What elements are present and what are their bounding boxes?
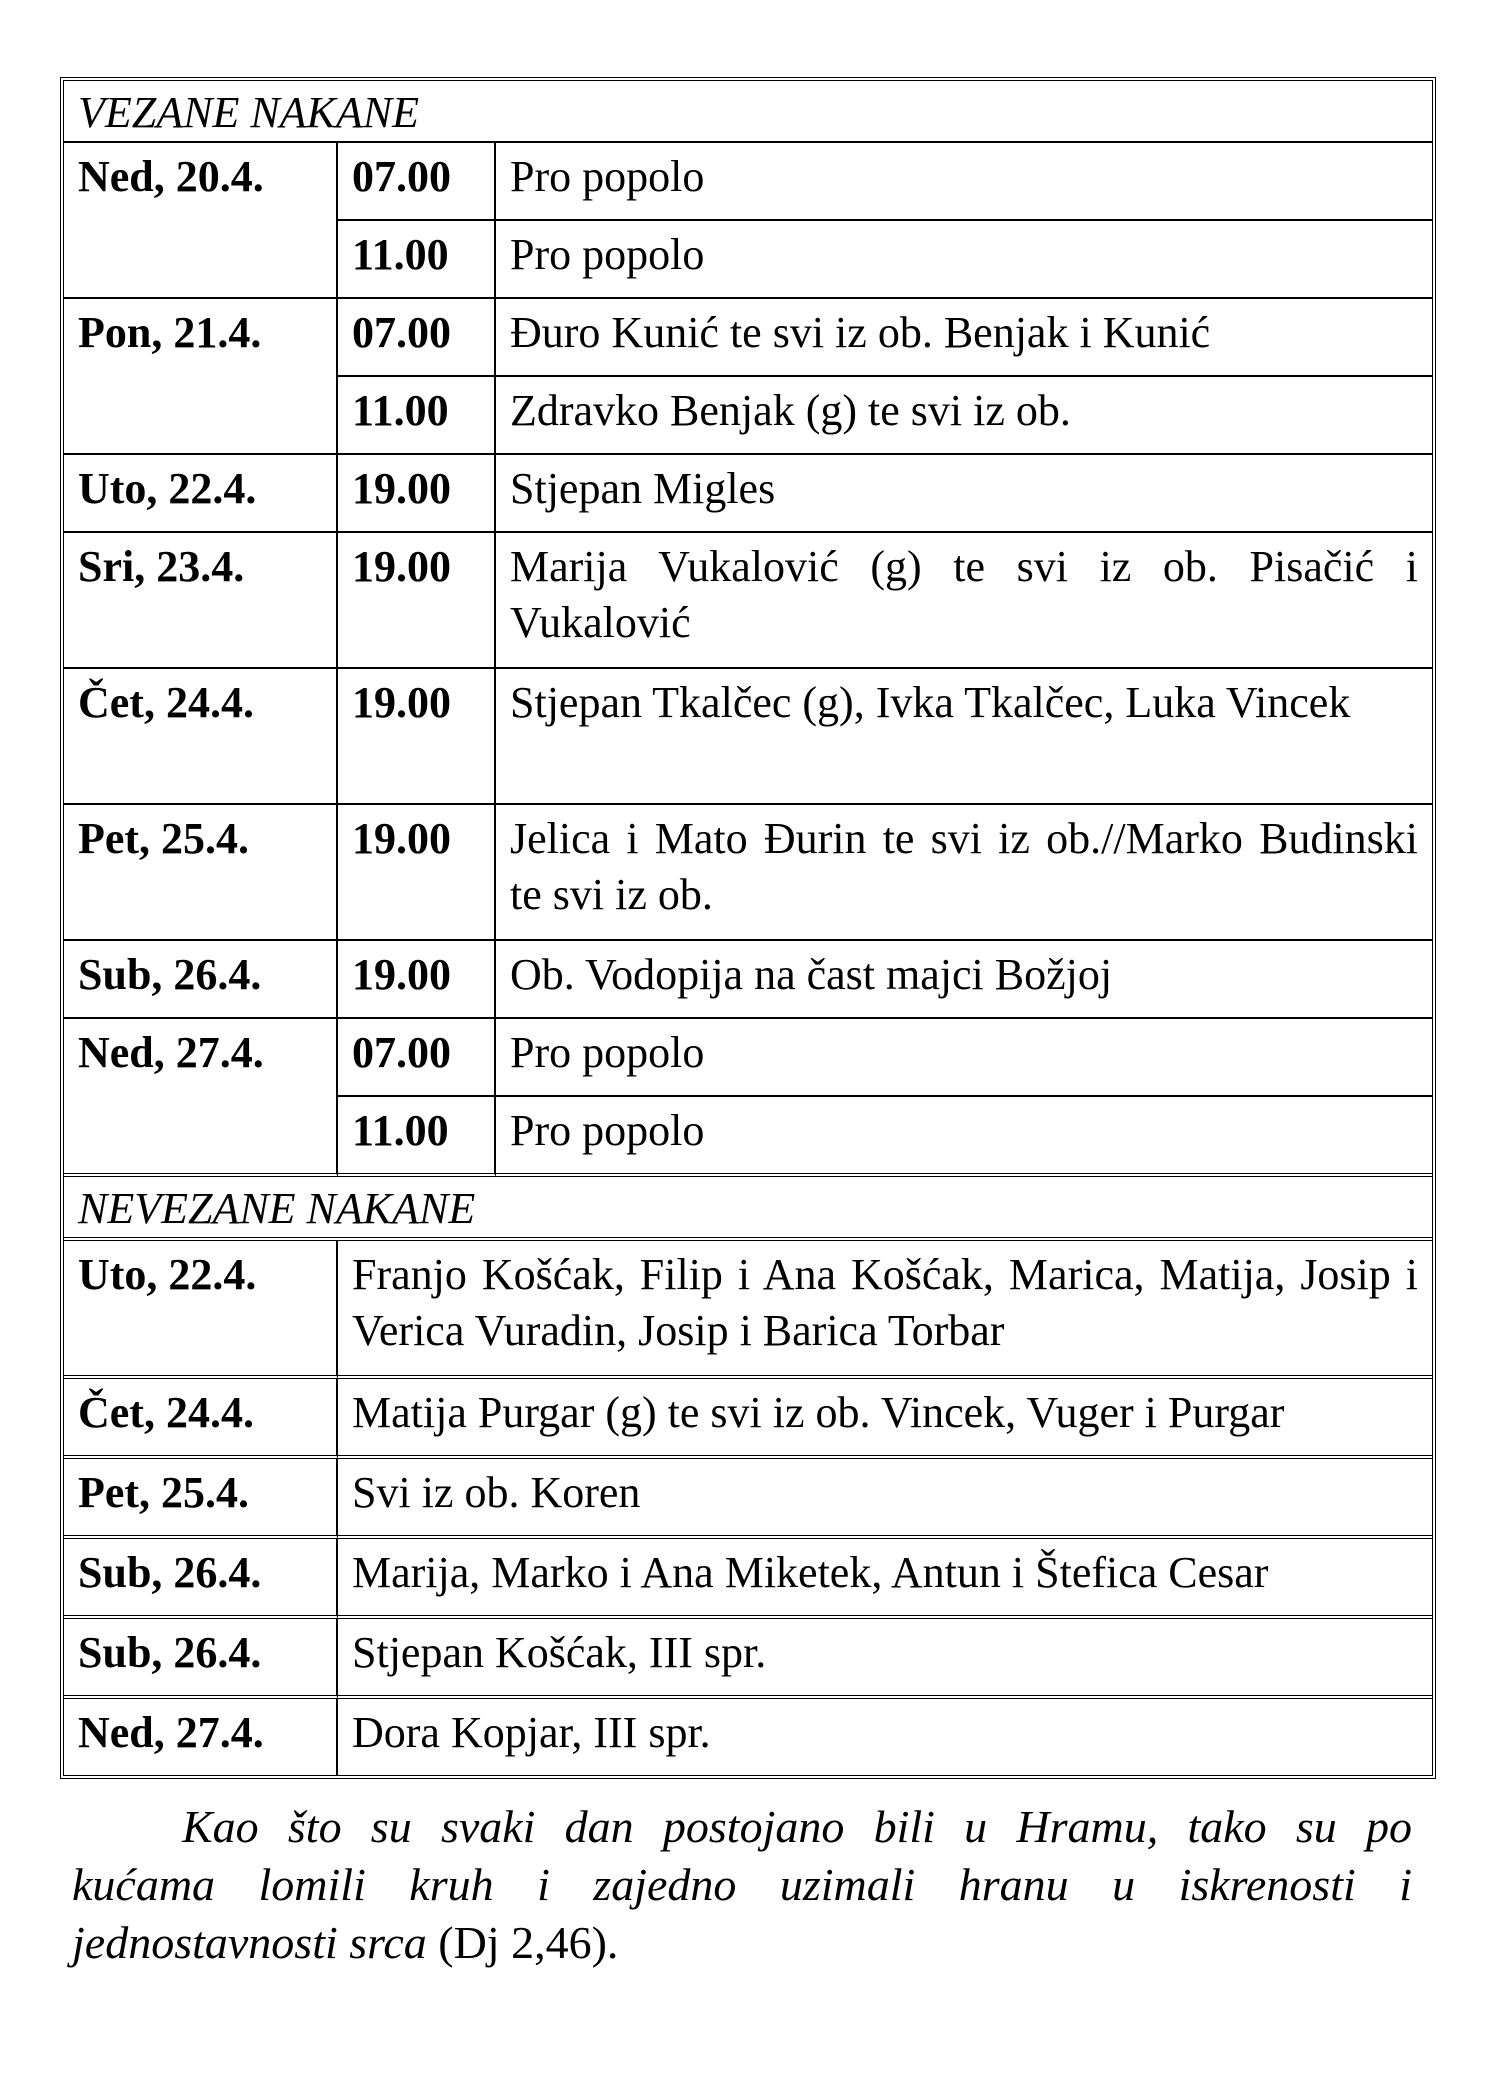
time-cell: 19.00 (338, 533, 496, 669)
day-cell: Sri, 23.4. (64, 533, 338, 669)
scripture-quote (72, 1798, 1412, 1972)
time-cell: 19.00 (338, 455, 496, 533)
intention-cell: Pro popolo (496, 221, 1432, 299)
section-title-unbound: NEVEZANE NAKANE (64, 1177, 1432, 1241)
day-cell: Ned, 20.4. (64, 143, 338, 299)
time-cell: 07.00 (338, 143, 496, 221)
day-cell: Ned, 27.4. (64, 1019, 338, 1177)
intention-cell: Ob. Vodopija na čast majci Božjoj (496, 941, 1432, 1019)
time-cell: 11.00 (338, 377, 496, 455)
day-cell: Sub, 26.4. (64, 941, 338, 1019)
intention-cell: Stjepan Tkalčec (g), Ivka Tkalčec, Luka Vincek (496, 669, 1432, 805)
day-cell: Sub, 26.4. (64, 1619, 338, 1699)
quote-line-1: Kao što su svaki dan postojano bili u Hramu, tako su po (182, 1801, 1412, 1852)
mass-intentions-table (60, 77, 1436, 1779)
time-cell: 19.00 (338, 941, 496, 1019)
intention-cell: Pro popolo (496, 1097, 1432, 1177)
time-cell: 19.00 (338, 805, 496, 941)
intention-cell: Pro popolo (496, 1019, 1432, 1097)
intention-cell: Marija, Marko i Ana Miketek, Antun i Štefica Cesar (338, 1539, 1432, 1619)
quote-reference: (Dj 2,46). (426, 1917, 619, 1968)
intention-cell: Svi iz ob. Koren (338, 1459, 1432, 1539)
time-cell: 07.00 (338, 299, 496, 377)
day-cell: Ned, 27.4. (64, 1699, 338, 1775)
intention-cell: Pro popolo (496, 143, 1432, 221)
quote-line-3-text: jednostavnosti srca (72, 1917, 427, 1968)
intention-cell: Stjepan Migles (496, 455, 1432, 533)
intention-cell: Đuro Kunić te svi iz ob. Benjak i Kunić (496, 299, 1432, 377)
day-cell: Pet, 25.4. (64, 1459, 338, 1539)
intention-cell: Jelica i Mato Đurin te svi iz ob.//Marko Budinski te svi iz ob. (496, 805, 1432, 941)
time-cell: 07.00 (338, 1019, 496, 1097)
day-cell: Uto, 22.4. (64, 455, 338, 533)
intention-cell: Dora Kopjar, III spr. (352, 1708, 711, 1757)
day-cell: Čet, 24.4. (64, 669, 338, 805)
day-cell: Uto, 22.4. (64, 1241, 338, 1379)
quote-line-3 (72, 1914, 1412, 1972)
intention-cell: Franjo Košćak, Filip i Ana Košćak, Marica, Matija, Josip i Verica Vuradin, Josip i Barica Torbar (338, 1241, 1432, 1379)
quote-line-2: kućama lomili kruh i zajedno uzimali hranu u iskrenosti i (72, 1859, 1412, 1910)
intention-cell: Marija Vukalović (g) te svi iz ob. Pisačić i Vukalović (496, 533, 1432, 669)
day-cell: Čet, 24.4. (64, 1379, 338, 1459)
intention-cell: Zdravko Benjak (g) te svi iz ob. (496, 377, 1432, 455)
section-title-bound: VEZANE NAKANE (64, 81, 1432, 143)
day-cell: Sub, 26.4. (64, 1539, 338, 1619)
day-cell: Pon, 21.4. (64, 299, 338, 455)
day-cell: Pet, 25.4. (64, 805, 338, 941)
time-cell: 19.00 (338, 669, 496, 805)
intention-cell: Matija Purgar (g) te svi iz ob. Vincek, Vuger i Purgar (338, 1379, 1432, 1459)
time-cell: 11.00 (338, 1097, 496, 1177)
intention-cell: Stjepan Košćak, III spr. (338, 1619, 1432, 1699)
time-cell: 11.00 (338, 221, 496, 299)
